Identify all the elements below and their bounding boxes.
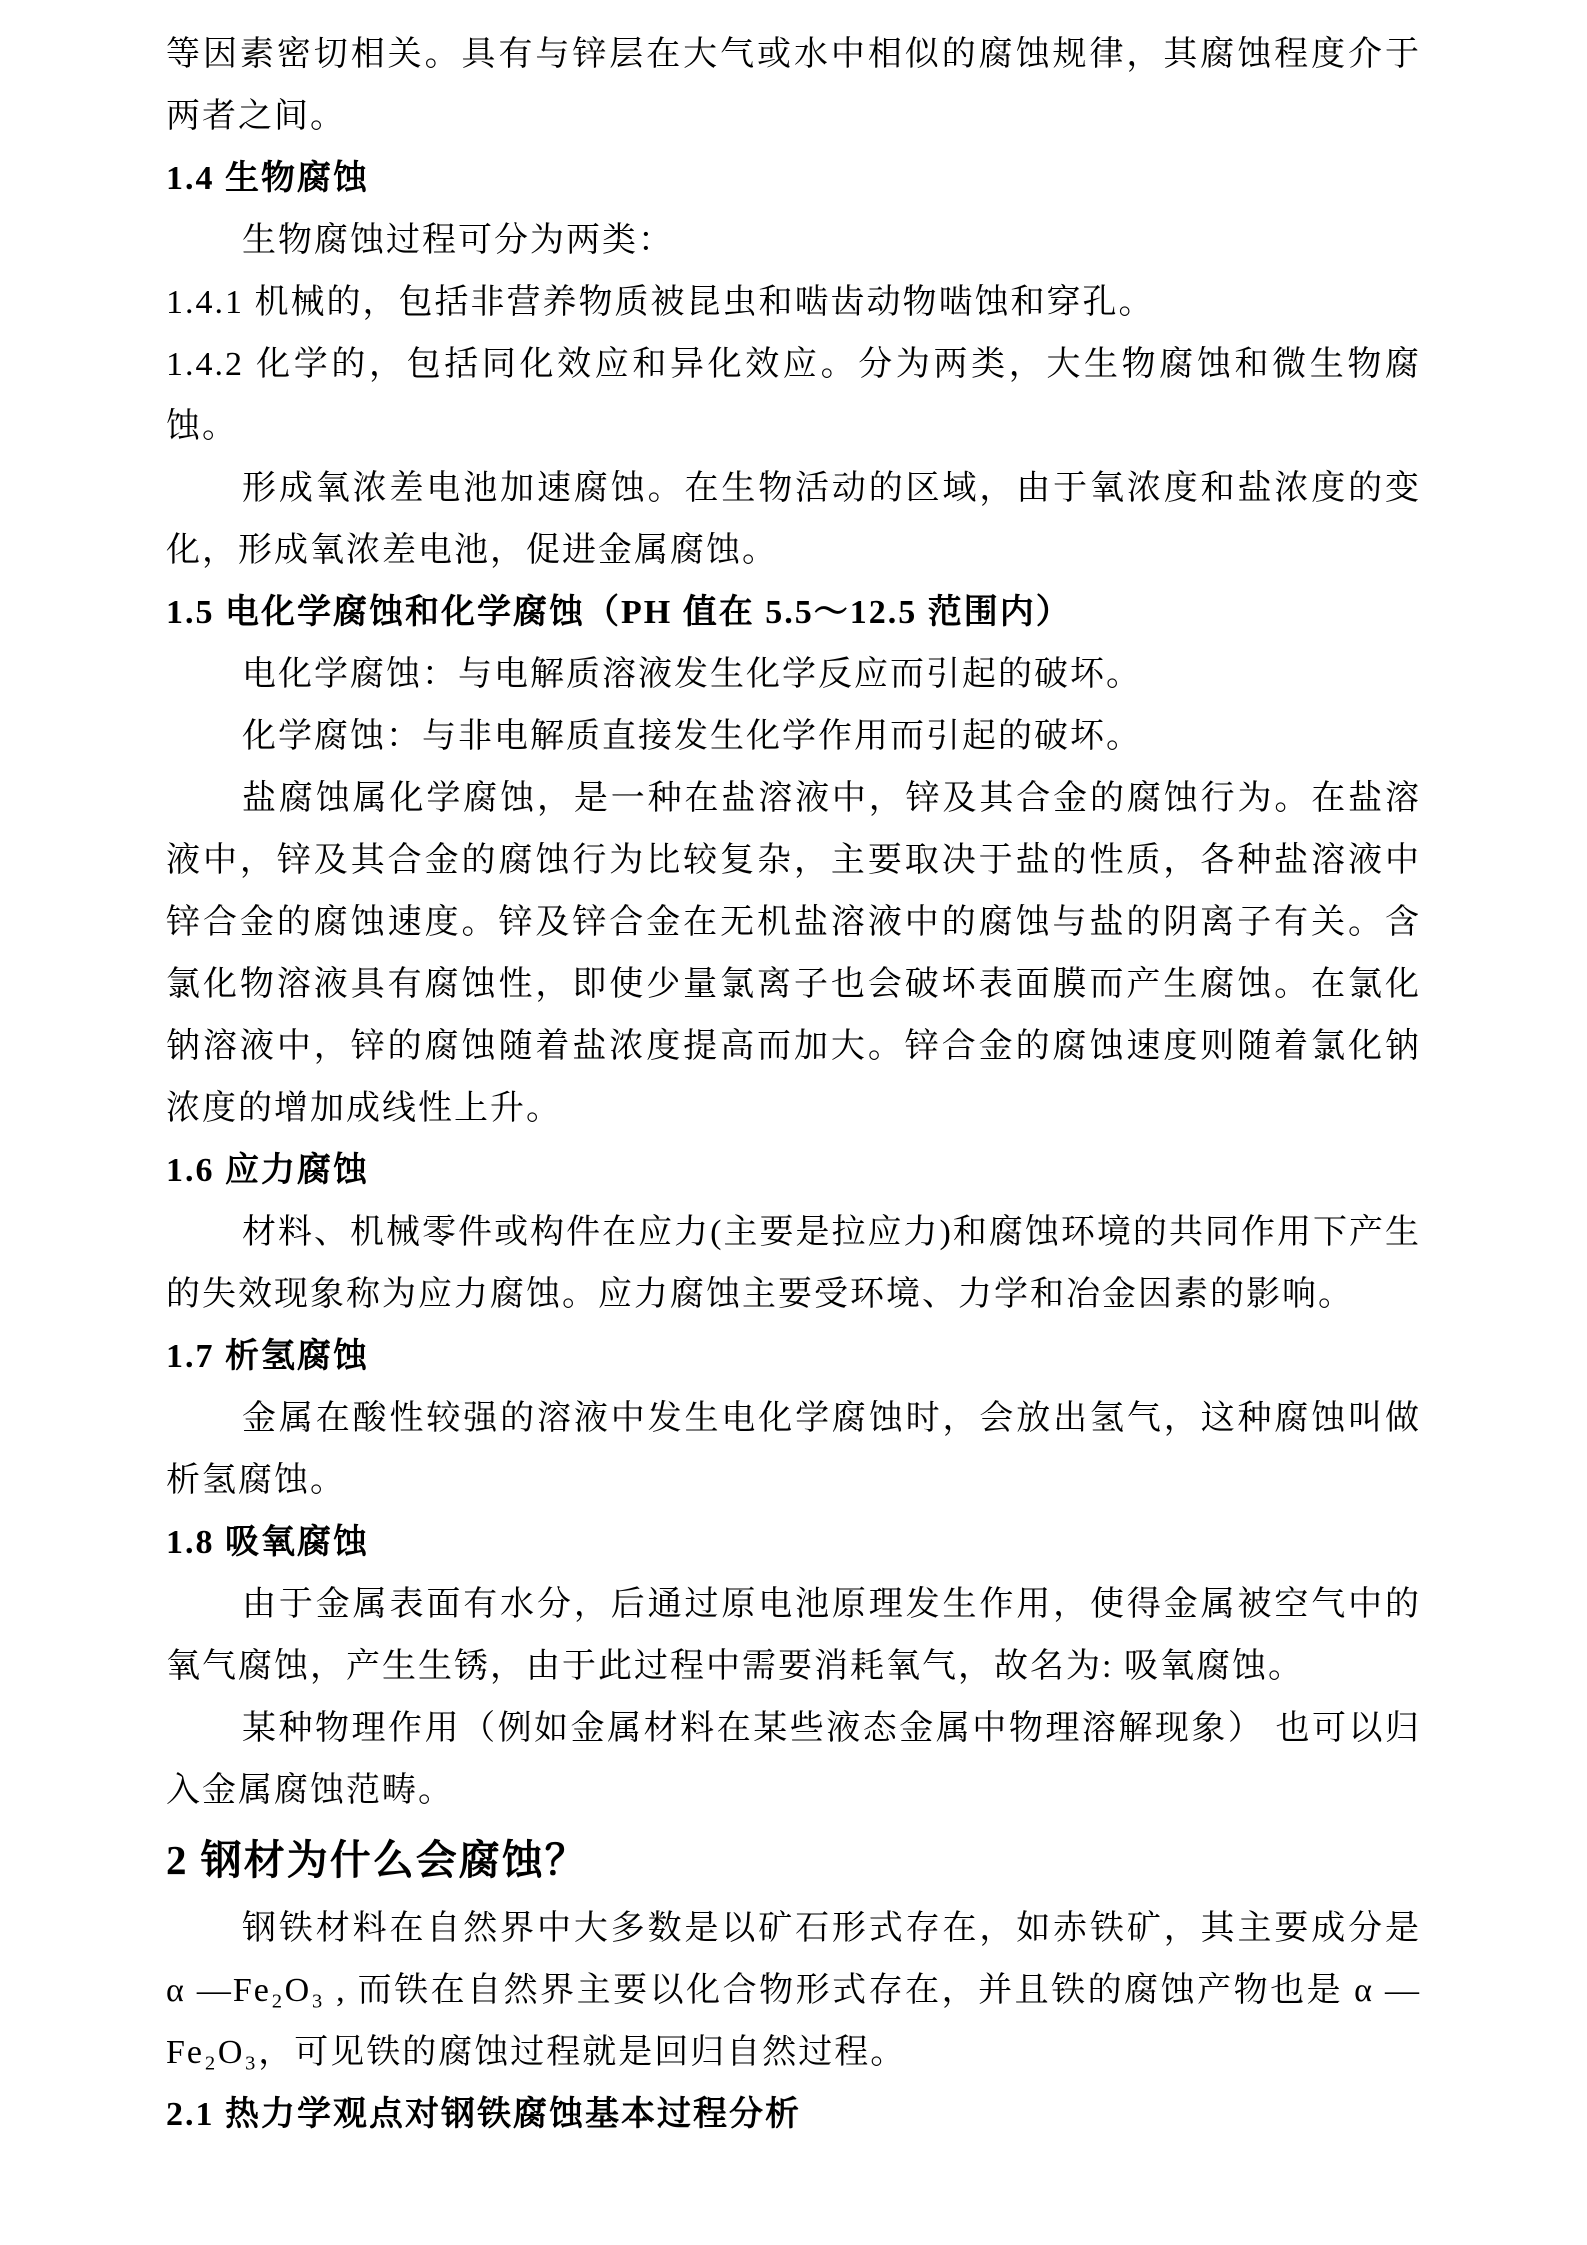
paragraph: 形成氧浓差电池加速腐蚀。在生物活动的区域，由于氧浓度和盐浓度的变化，形成氧浓差电池，促进金属腐蚀。 [166, 470, 1421, 569]
paragraph-continuation: 等因素密切相关。具有与锌层在大气或水中相似的腐蚀规律，其腐蚀程度介于两者之间。 [166, 36, 1421, 135]
section-heading-1-8: 1.8 吸氧腐蚀 [166, 1524, 369, 1561]
section-heading-1-7: 1.7 析氢腐蚀 [166, 1338, 369, 1375]
section-heading-1-4: 1.4 生物腐蚀 [166, 160, 369, 197]
paragraph: 电化学腐蚀：与电解质溶液发生化学反应而引起的破坏。 [242, 656, 1142, 693]
chapter-heading-2: 2 钢材为什么会腐蚀？ [166, 1837, 588, 1883]
paragraph: 某种物理作用（例如金属材料在某些液态金属中物理溶解现象） 也可以归入金属腐蚀范畴。 [166, 1710, 1421, 1809]
paragraph-list-item-1-4-1: 1.4.1 机械的，包括非营养物质被昆虫和啮齿动物啮蚀和穿孔。 [166, 284, 1155, 321]
section-heading-1-5: 1.5 电化学腐蚀和化学腐蚀（PH 值在 5.5～12.5 范围内） [166, 594, 1072, 631]
paragraph: 钢铁材料在自然界中大多数是以矿石形式存在，如赤铁矿，其主要成分是 α —Fe₂O₃ , 而铁在自然界主要以化合物形式存在，并且铁的腐蚀产物也是 α —Fe₂O₃，可见铁的腐蚀过程就是回归自然过程。 [166, 1910, 1421, 2071]
section-heading-1-6: 1.6 应力腐蚀 [166, 1152, 369, 1189]
paragraph: 生物腐蚀过程可分为两类： [242, 222, 674, 259]
paragraph: 金属在酸性较强的溶液中发生电化学腐蚀时，会放出氢气，这种腐蚀叫做析氢腐蚀。 [166, 1400, 1421, 1499]
paragraph: 材料、机械零件或构件在应力(主要是拉应力)和腐蚀环境的共同作用下产生的失效现象称为应力腐蚀。应力腐蚀主要受环境、力学和冶金因素的影响。 [166, 1214, 1421, 1313]
paragraph: 盐腐蚀属化学腐蚀，是一种在盐溶液中，锌及其合金的腐蚀行为。在盐溶液中，锌及其合金的腐蚀行为比较复杂，主要取决于盐的性质，各种盐溶液中锌合金的腐蚀速度。锌及锌合金在无机盐溶液中的腐蚀与盐的阴离子有关。含氯化物溶液具有腐蚀性，即使少量氯离子也会破坏表面膜而产生腐蚀。在氯化钠溶液中，锌的腐蚀随着盐浓度提高而加大。锌合金的腐蚀速度则随着氯化钠浓度的增加成线性上升。 [166, 780, 1421, 1127]
paragraph-list-item-1-4-2: 1.4.2 化学的，包括同化效应和异化效应。分为两类，大生物腐蚀和微生物腐蚀。 [166, 346, 1421, 445]
paragraph: 由于金属表面有水分，后通过原电池原理发生作用，使得金属被空气中的氧气腐蚀，产生生锈，由于此过程中需要消耗氧气，故名为: 吸氧腐蚀。 [166, 1586, 1421, 1685]
paragraph: 化学腐蚀：与非电解质直接发生化学作用而引起的破坏。 [242, 718, 1142, 755]
section-heading-2-1: 2.1 热力学观点对钢铁腐蚀基本过程分析 [166, 2096, 801, 2133]
